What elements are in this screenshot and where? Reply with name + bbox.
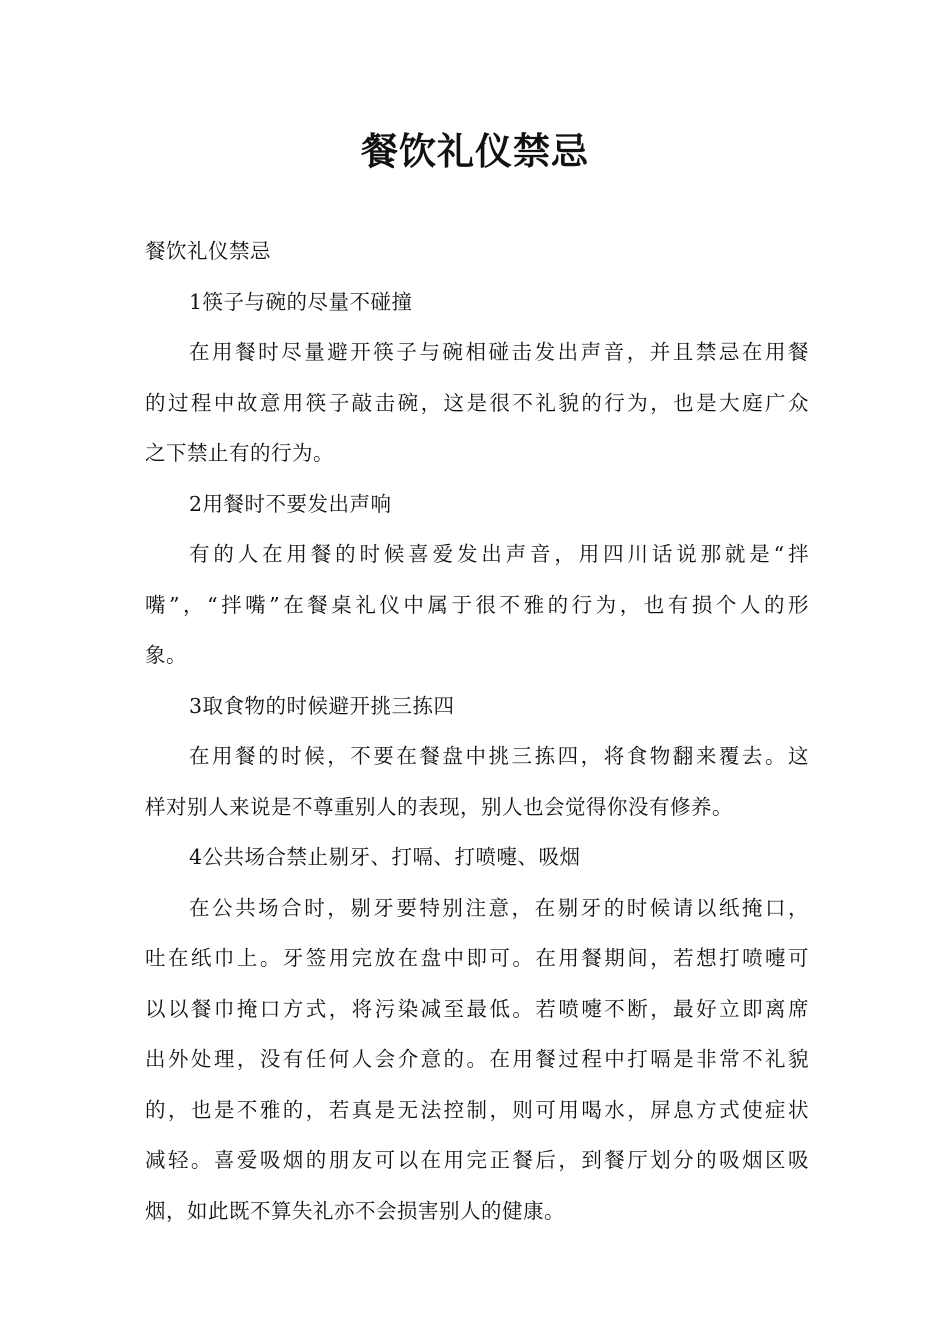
paragraph-line: 有的人在用餐的时候喜爱发出声音，用四川话说那就是“拌 [189,542,809,566]
paragraph-line: 在用餐时尽量避开筷子与碗相碰击发出声音，并且禁忌在用餐 [189,340,809,364]
paragraph-line: 在公共场合时，剔牙要特别注意，在剔牙的时候请以纸掩口， [189,895,809,920]
paragraph-line: 减轻。喜爱吸烟的朋友可以在用完正餐后，到餐厅划分的吸烟区吸 [145,1148,809,1172]
paragraph-line: 的过程中故意用筷子敲击碗，这是很不礼貌的行为，也是大庭广众 [145,390,809,415]
paragraph-line: 嘴”，“拌嘴”在餐桌礼仪中属于很不雅的行为，也有损个人的形 [145,592,809,617]
paragraph-line: 出外处理，没有任何人会介意的。在用餐过程中打嗝是非常不礼貌 [145,1047,809,1071]
paragraph-line: 4公共场合禁止剔牙、打嗝、打喷嚏、吸烟 [189,845,581,869]
paragraph-line: 2用餐时不要发出声响 [189,491,392,516]
paragraph-line: 烟，如此既不算失礼亦不会损害别人的健康。 [145,1198,565,1223]
paragraph-line: 的，也是不雅的，若真是无法控制，则可用喝水，屏息方式使症状 [145,1097,809,1122]
paragraph-line: 3取食物的时候避开挑三拣四 [189,693,455,718]
document-body [145,226,809,1236]
paragraph-line: 1筷子与碗的尽量不碰撞 [189,289,413,314]
paragraph-line: 之下禁止有的行为。 [145,441,334,465]
paragraph-line: 象。 [145,643,187,667]
section-heading: 餐饮礼仪禁忌 [145,239,271,263]
paragraph-line: 样对别人来说是不尊重别人的表现，别人也会觉得你没有修养。 [145,794,733,819]
paragraph-line: 在用餐的时候，不要在餐盘中挑三拣四，将食物翻来覆去。这 [189,744,809,768]
paragraph-line: 吐在纸巾上。牙签用完放在盘中即可。在用餐期间，若想打喷嚏可 [145,946,809,970]
paragraph-line: 以以餐巾掩口方式，将污染减至最低。若喷嚏不断，最好立即离席 [145,996,809,1021]
document-title: 餐饮礼仪禁忌 [361,130,589,173]
